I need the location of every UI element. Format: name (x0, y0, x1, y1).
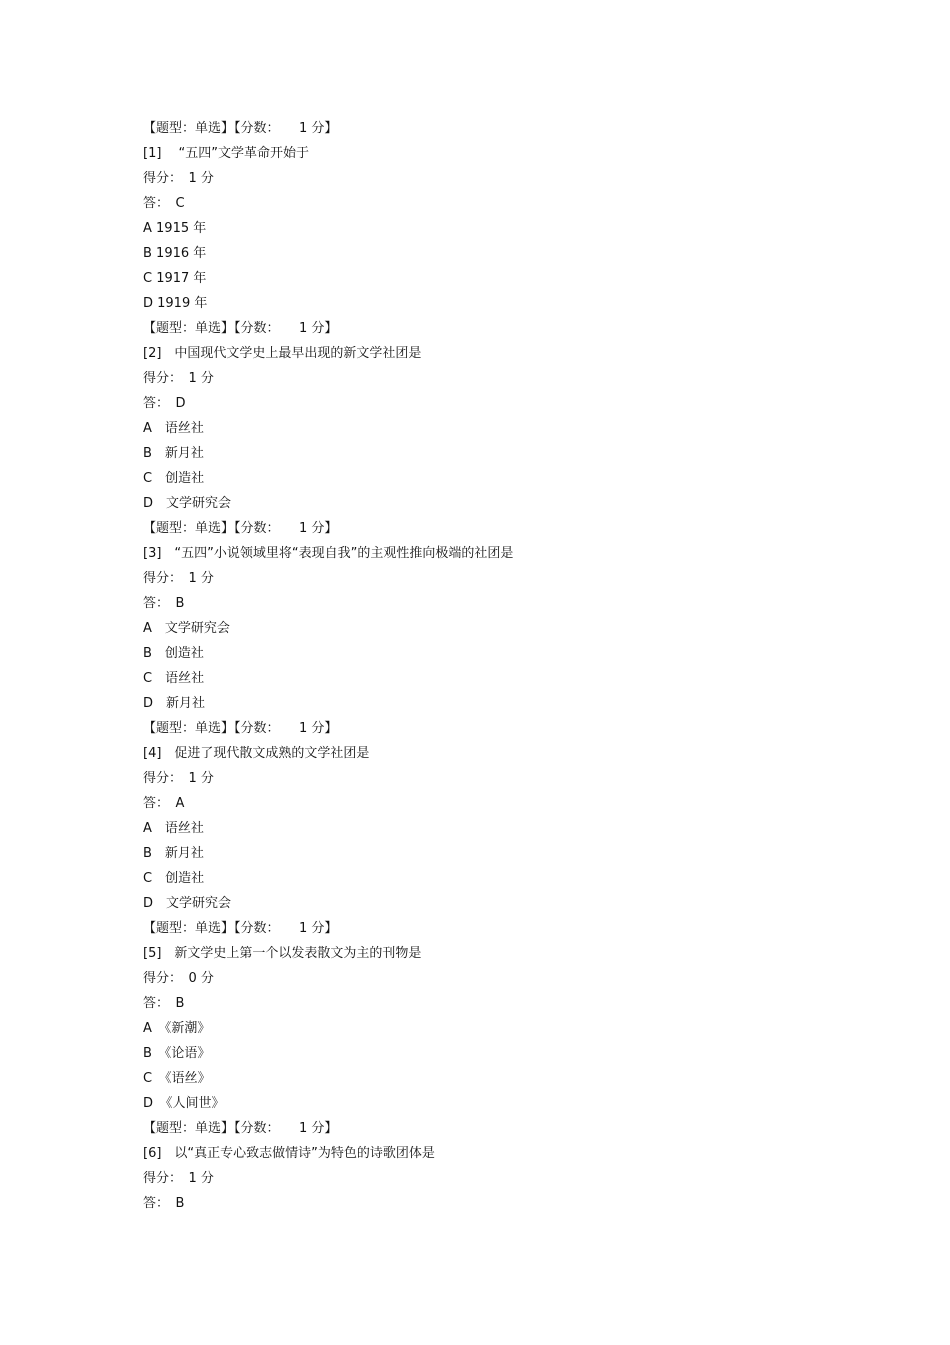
question-answer: 答： B (143, 596, 185, 611)
option-c: C 语丝社 (143, 671, 205, 686)
question-block (143, 716, 843, 916)
option-a: A 语丝社 (143, 821, 204, 836)
option-c: C 创造社 (143, 471, 205, 486)
question-meta: 【题型：单选】【分数： 1 分】 (143, 1121, 338, 1136)
question-block (143, 1116, 843, 1216)
question-answer: 答： D (143, 396, 186, 411)
option-a: A 文学研究会 (143, 621, 230, 636)
question-meta: 【题型：单选】【分数： 1 分】 (143, 321, 338, 336)
exam-document (143, 116, 843, 1216)
question-score: 得分： 1 分 (143, 771, 214, 786)
question-answer: 答： A (143, 796, 185, 811)
question-score: 得分： 0 分 (143, 971, 214, 986)
option-b: B 新月社 (143, 446, 204, 461)
question-stem: [6] 以“真正专心致志做情诗”为特色的诗歌团体是 (143, 1146, 435, 1161)
question-stem: [1] “五四”文学革命开始于 (143, 146, 310, 161)
question-stem: [2] 中国现代文学史上最早出现的新文学社团是 (143, 346, 422, 361)
question-stem: [4] 促进了现代散文成熟的文学社团是 (143, 746, 370, 761)
question-meta: 【题型：单选】【分数： 1 分】 (143, 921, 338, 936)
question-block (143, 116, 843, 316)
option-d: D 新月社 (143, 696, 206, 711)
question-answer: 答： C (143, 196, 185, 211)
option-c: C 创造社 (143, 871, 205, 886)
question-score: 得分： 1 分 (143, 1171, 214, 1186)
option-c: C 1917 年 (143, 271, 207, 286)
question-block (143, 516, 843, 716)
question-score: 得分： 1 分 (143, 171, 214, 186)
question-stem: [5] 新文学史上第一个以发表散文为主的刊物是 (143, 946, 422, 961)
question-answer: 答： B (143, 996, 185, 1011)
question-answer: 答： B (143, 1196, 185, 1211)
question-stem: [3] “五四”小说领域里将“表现自我”的主观性推向极端的社团是 (143, 546, 514, 561)
question-score: 得分： 1 分 (143, 571, 214, 586)
option-b: B 创造社 (143, 646, 204, 661)
option-d: D 1919 年 (143, 296, 208, 311)
question-block (143, 916, 843, 1116)
option-b: B 1916 年 (143, 246, 207, 261)
question-block (143, 316, 843, 516)
question-meta: 【题型：单选】【分数： 1 分】 (143, 121, 338, 136)
option-d: D 《人间世》 (143, 1096, 225, 1111)
option-b: B 新月社 (143, 846, 204, 861)
question-meta: 【题型：单选】【分数： 1 分】 (143, 721, 338, 736)
option-d: D 文学研究会 (143, 496, 232, 511)
option-c: C 《语丝》 (143, 1071, 211, 1086)
option-d: D 文学研究会 (143, 896, 232, 911)
option-a: A 《新潮》 (143, 1021, 211, 1036)
option-b: B 《论语》 (143, 1046, 211, 1061)
option-a: A 1915 年 (143, 221, 207, 236)
option-a: A 语丝社 (143, 421, 204, 436)
question-meta: 【题型：单选】【分数： 1 分】 (143, 521, 338, 536)
question-score: 得分： 1 分 (143, 371, 214, 386)
